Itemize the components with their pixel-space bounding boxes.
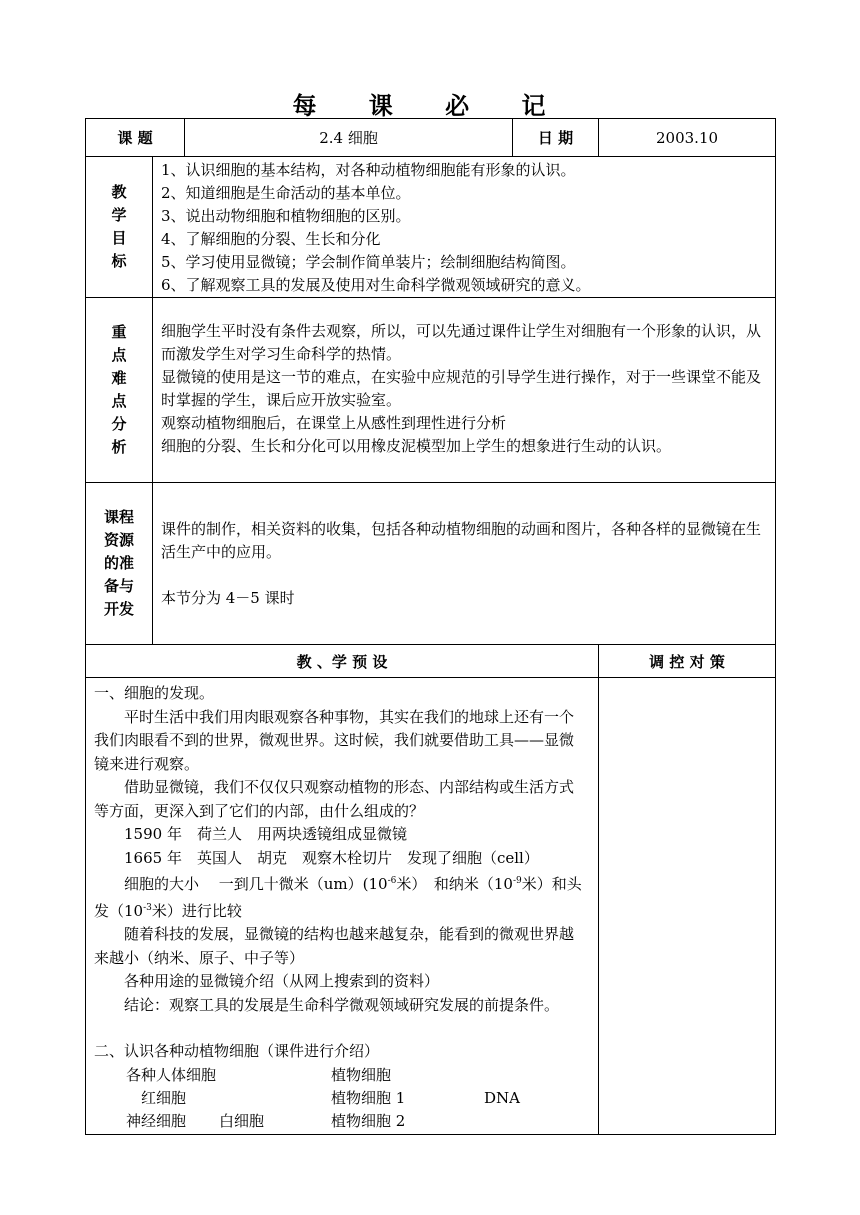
cell-list-item: 红细胞 — [141, 1088, 187, 1107]
resources-label-line: 备与 — [103, 577, 134, 595]
resources-content — [153, 483, 776, 645]
key-points-label-char: 析 — [111, 438, 127, 456]
objective-item: 1、认识细胞的基本结构，对各种动植物细胞能有形象的认识。 — [161, 161, 576, 179]
key-point-paragraph: 细胞的分裂、生长和分化可以用橡皮泥模型加上学生的想象进行生动的认识。 — [161, 437, 672, 455]
plan-left-header: 教 、学 预 设 — [86, 645, 599, 678]
exponent: -6 — [387, 876, 397, 886]
plan-content — [86, 678, 599, 1135]
size-text: 米） — [521, 875, 552, 893]
key-points-label-char: 分 — [111, 415, 127, 433]
objective-item: 3、说出动物细胞和植物细胞的区别。 — [161, 207, 411, 225]
objectives-label-char: 目 — [111, 229, 127, 247]
cell-list-item: 各种人体细胞 — [126, 1065, 217, 1084]
objective-item: 2、知道细胞是生命活动的基本单位。 — [161, 184, 411, 202]
size-text: 细胞的大小 一到几十微米（um）(10 — [124, 875, 388, 893]
size-text: 米） 和纳米（10 — [396, 875, 513, 893]
resources-label-line: 开发 — [103, 600, 134, 618]
plan-body-row — [86, 678, 776, 1135]
objectives-label-char: 教 — [111, 183, 127, 201]
key-points-content — [153, 298, 776, 483]
objectives-content — [153, 157, 776, 298]
cell-list-item: 白细胞 — [219, 1111, 265, 1130]
plan-paragraph: 1665 年 英国人 胡克 观察木栓切片 发现了细胞（cell） — [124, 848, 539, 867]
strategy-content — [599, 678, 776, 1135]
objectives-row — [86, 157, 776, 298]
header-row — [86, 119, 776, 157]
cell-list-item: 神经细胞 — [126, 1111, 187, 1130]
exponent: -9 — [512, 876, 522, 886]
objective-item: 6、了解观察工具的发展及使用对生命科学微观领域研究的意义。 — [161, 276, 591, 294]
resources-label-line: 课程 — [103, 508, 134, 526]
plan-paragraph: 平时生活中我们用肉眼观察各种事物，其实在我们的地球上还有一个我们肉眼看不到的世界，微观世界。这时候，我们就要借助工具——显微镜来进行观察。 — [94, 707, 575, 773]
size-text: 和头发（10 — [94, 875, 582, 920]
topic-value: 2.4 细胞 — [185, 119, 513, 157]
page-title: 每 课 必 记 — [292, 91, 568, 120]
plan-paragraph: 借助显微镜，我们不仅仅只观察动植物的形态、内部结构或生活方式等方面，更深入到了它们的内部，由什么组成的？ — [94, 778, 575, 820]
cell-list-item: 植物细胞 1 — [331, 1088, 406, 1107]
resources-paragraph: 课件的制作，相关资料的收集，包括各种动植物细胞的动画和图片，各种各样的显微镜在生活生产中的应用。 — [161, 520, 762, 561]
key-point-paragraph: 显微镜的使用是这一节的难点，在实验中应规范的引导学生进行操作，对于一些课堂不能及时掌握的学生，课后应开放实验室。 — [161, 368, 762, 409]
resources-label-line: 资源 — [103, 531, 134, 549]
key-points-label-char: 难 — [111, 369, 127, 387]
section-title: 二、认识各种动植物细胞（课件进行介绍） — [94, 1042, 380, 1060]
key-points-label-char: 重 — [111, 323, 127, 341]
resources-paragraph: 本节分为 4－5 课时 — [161, 589, 295, 607]
key-points-label-char: 点 — [111, 392, 127, 410]
exponent: -3 — [143, 902, 152, 913]
objectives-label — [86, 157, 153, 298]
cell-list — [94, 1064, 588, 1134]
plan-paragraph: 结论：观察工具的发展是生命科学微观领域研究发展的前提条件。 — [124, 995, 560, 1014]
objective-item: 4、了解细胞的分裂、生长和分化 — [161, 230, 381, 248]
size-text: 米）进行比较 — [151, 901, 242, 920]
objective-item: 5、学习使用显微镜；学会制作简单装片；绘制细胞结构简图。 — [161, 253, 576, 271]
key-points-label — [86, 298, 153, 483]
key-points-label-char: 点 — [111, 346, 127, 364]
plan-header-row — [86, 645, 776, 678]
key-point-paragraph: 细胞学生平时没有条件去观察，所以，可以先通过课件让学生对细胞有一个形象的认识，从而激发学生对学习生命科学的热情。 — [161, 322, 762, 363]
plan-paragraph: 随着科技的发展，显微镜的结构也越来越复杂，能看到的微观世界越来越小（纳米、原子、中子等） — [94, 925, 575, 967]
objectives-label-char: 标 — [111, 252, 127, 270]
plan-paragraph: 1590 年 荷兰人 用两块透镜组成显微镜 — [124, 825, 407, 843]
topic-label: 课 题 — [86, 119, 185, 157]
cell-list-item: DNA — [484, 1088, 520, 1107]
objectives-label-char: 学 — [111, 206, 127, 224]
date-value: 2003.10 — [599, 119, 776, 157]
plan-right-header: 调 控 对 策 — [599, 645, 776, 678]
resources-label — [86, 483, 153, 645]
resources-row — [86, 483, 776, 645]
lesson-table — [85, 118, 776, 1135]
cell-list-item: 植物细胞 — [331, 1065, 392, 1084]
section-title: 一、细胞的发现。 — [94, 684, 215, 702]
key-points-row — [86, 298, 776, 483]
date-label: 日 期 — [513, 119, 599, 157]
key-point-paragraph: 观察动植物细胞后，在课堂上从感性到理性进行分析 — [161, 414, 507, 432]
cell-size-paragraph — [94, 870, 588, 923]
resources-label-line: 的准 — [103, 554, 134, 572]
cell-list-item: 植物细胞 2 — [331, 1111, 406, 1130]
plan-paragraph: 各种用途的显微镜介绍（从网上搜索到的资料） — [124, 972, 440, 990]
